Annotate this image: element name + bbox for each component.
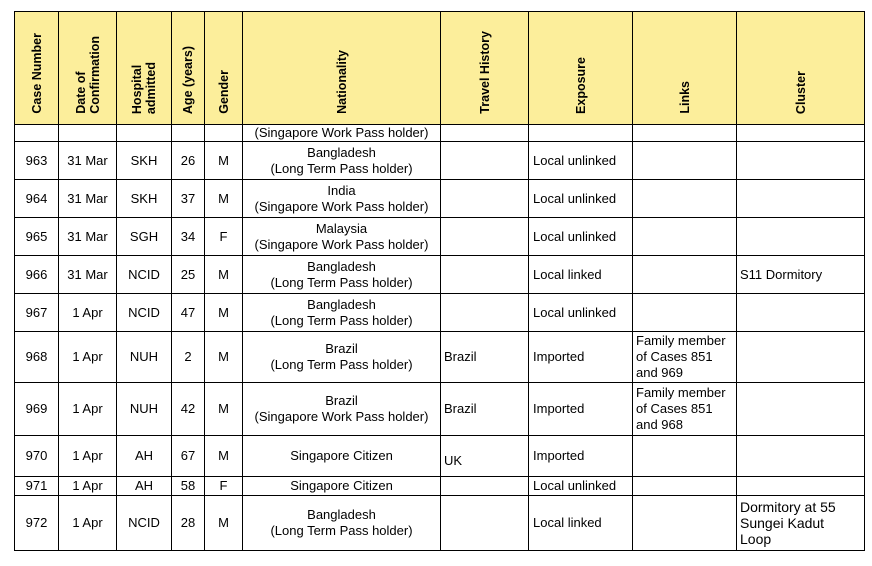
cluster-cell: S11 Dormitory bbox=[737, 256, 865, 294]
nationality-cell: (Singapore Work Pass holder) bbox=[243, 125, 441, 142]
table-row: 972 1 Apr NCID 28 M Bangladesh (Long Term Pass holder) Local linked Dormitory at 55 Sungei Kadut Loop bbox=[15, 496, 865, 551]
col-exposure: Exposure bbox=[529, 12, 633, 125]
table-row bbox=[15, 125, 865, 142]
nationality-cell: Malaysia (Singapore Work Pass holder) bbox=[243, 218, 441, 256]
col-case-number: Case Number bbox=[15, 12, 59, 125]
table-row: 971 1 Apr AH 58 F Singapore Citizen Local unlinked bbox=[15, 477, 865, 496]
nationality-cell: Brazil (Singapore Work Pass holder) bbox=[243, 383, 441, 436]
links-cell: Family member of Cases 851 and 968 bbox=[633, 383, 737, 436]
table-row: 963 31 Mar SKH 26 M Bangladesh (Long Term Pass holder) Local unlinked bbox=[15, 142, 865, 180]
nationality-cell: Bangladesh (Long Term Pass holder) bbox=[243, 256, 441, 294]
nationality-cell: Bangladesh (Long Term Pass holder) bbox=[243, 294, 441, 332]
table-row: 969 1 Apr NUH 42 M Brazil (Singapore Work Pass holder) Brazil Imported Family member of Cases 851 and 968 bbox=[15, 383, 865, 436]
nationality-cell: Bangladesh (Long Term Pass holder) bbox=[243, 496, 441, 551]
nationality-cell: Brazil (Long Term Pass holder) bbox=[243, 332, 441, 383]
table-row: 964 31 Mar SKH 37 M India (Singapore Work Pass holder) Local unlinked bbox=[15, 180, 865, 218]
nationality-cell: Singapore Citizen bbox=[243, 436, 441, 477]
nationality-cell: India (Singapore Work Pass holder) bbox=[243, 180, 441, 218]
nationality-cell: Singapore Citizen bbox=[243, 477, 441, 496]
table-row: 970 1 Apr AH 67 M Singapore Citizen UK Imported bbox=[15, 436, 865, 477]
col-age: Age (years) bbox=[172, 12, 205, 125]
col-links: Links bbox=[633, 12, 737, 125]
case-table bbox=[14, 11, 865, 551]
table-row: 966 31 Mar NCID 25 M Bangladesh (Long Term Pass holder) Local linked S11 Dormitory bbox=[15, 256, 865, 294]
cluster-cell: Dormitory at 55 Sungei Kadut Loop bbox=[737, 496, 865, 551]
table-row: 968 1 Apr NUH 2 M Brazil (Long Term Pass holder) Brazil Imported Family member of Cases 851 and 969 bbox=[15, 332, 865, 383]
col-cluster: Cluster bbox=[737, 12, 865, 125]
col-nationality: Nationality bbox=[243, 12, 441, 125]
table-row: 967 1 Apr NCID 47 M Bangladesh (Long Term Pass holder) Local unlinked bbox=[15, 294, 865, 332]
col-date-confirmation: Date of Confirmation bbox=[59, 12, 117, 125]
header-row bbox=[15, 12, 865, 125]
col-gender: Gender bbox=[205, 12, 243, 125]
links-cell: Family member of Cases 851 and 969 bbox=[633, 332, 737, 383]
nationality-cell: Bangladesh (Long Term Pass holder) bbox=[243, 142, 441, 180]
table-row: 965 31 Mar SGH 34 F Malaysia (Singapore Work Pass holder) Local unlinked bbox=[15, 218, 865, 256]
col-travel-history: Travel History bbox=[441, 12, 529, 125]
col-hospital: Hospital admitted bbox=[117, 12, 172, 125]
